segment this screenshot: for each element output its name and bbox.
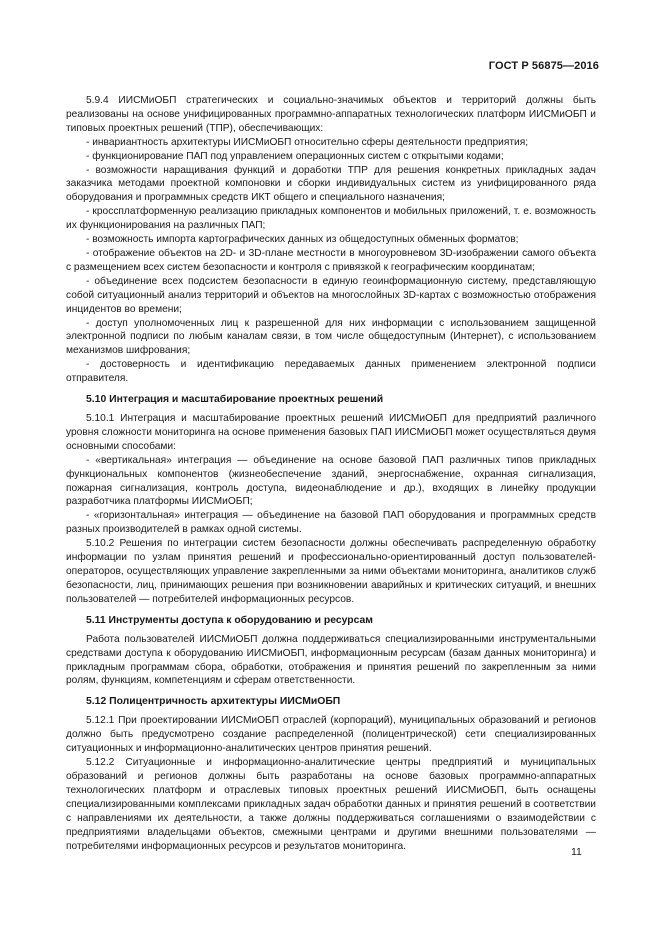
page-number: 11 xyxy=(571,846,582,858)
list-item: - отображение объектов на 2D- и 3D-плане местности в многоуровневом 3D-изображении самого объекта с размещением всех систем безопасности и контроля с привязкой к географическим координатам; xyxy=(66,247,596,273)
paragraph-5-9-4: 5.9.4 ИИСМиОБП стратегических и социально-значимых объектов и территорий должны быть реализованы на основе унифицированных программно-аппаратных технологических платформ ИИСМиОБП и типовых проектных решений (ТПР), обеспечивающих: xyxy=(66,95,596,134)
standard-number: ГОСТ Р 56875—2016 xyxy=(488,60,599,72)
section-heading-5-11: 5.11 Инструменты доступа к оборудованию и ресурсам xyxy=(86,614,373,626)
list-item: - функционирование ПАП под управлением операционных систем с открытыми кодами; xyxy=(86,150,504,162)
list-item: - возможность импорта картографических данных из общедоступных обменных форматов; xyxy=(86,234,519,246)
paragraph-5-11: Работа пользователей ИИСМиОБП должна поддерживаться специализированными инструментальными средствами доступа к оборудованию ИИСМиОБП, информационным ресурсам (базам данных мониторинга) и прикладным программам сбора, обработки, отображения и принятия решений по закрепленным за ними ролям, функциям, компетенциям и сферам ответственности. xyxy=(66,633,596,687)
paragraph-5-12-1: 5.12.1 При проектировании ИИСМиОБП отраслей (корпораций), муниципальных образований и регионов должно быть предусмотрено создание распределенной (полицентрической) сети специализированных ситуационных и информационно-аналитических центров принятия решений. xyxy=(66,715,596,755)
paragraph-5-10-1: 5.10.1 Интеграция и масштабирование проектных решений ИИСМиОБП для предприятий различного уровня сложности мониторинга на основе применения базовых ПАП ИИСМиОБП может осуществляться двумя основными способами: xyxy=(66,413,596,452)
section-heading-5-12: 5.12 Полицентричность архитектуры ИИСМиОБП xyxy=(86,696,341,708)
list-item: - «вертикальная» интеграция — объединение на основе базовой ПАП различных типов прикладных функциональных компонентов (жизнеобеспечение зданий, энергоснабжение, охранная сигнализация, пожарная сигнализация, контроль доступа, видеонаблюдение и др.), входящих в линейку продукции разработчика платформы ИИСМиОБП; xyxy=(66,454,596,508)
page-body xyxy=(66,94,596,853)
list-item: - доступ уполномоченных лиц к разрешенной для них информации с использованием защищенной электронной подписи по любым каналам связи, в том числе общедоступным (Интернет), с использованием механизмов шифрования; xyxy=(66,317,596,357)
list-item: - возможности наращивания функций и доработки ТПР для решения конкретных прикладных задач заказчика методами проектной компоновки и сборки индивидуальных систем из унифицированного ряда оборудования и программных средств ИКТ общего и специального назначения; xyxy=(66,164,596,204)
list-item: - «горизонтальная» интеграция — объединение на базовой ПАП оборудования и программных средств разных производителей в рамках одной системы. xyxy=(66,510,596,536)
list-item: - инвариантность архитектуры ИИСМиОБП относительно сферы деятельности предприятия; xyxy=(86,136,529,148)
section-heading-5-10: 5.10 Интеграция и масштабирование проектных решений xyxy=(86,394,384,406)
list-item: - достоверность и идентификацию передаваемых данных применением электронной подписи отправителя. xyxy=(66,359,596,385)
paragraph-5-10-2: 5.10.2 Решения по интеграции систем безопасности должны обеспечивать распределенную обработку информации по узлам принятия решений и профессионально-ориентированный доступ пользователей-операторов, осуществляющих управление закрепленными за ними объектами мониторинга, аналитиков служб безопасности, лиц, принимающих решения при возникновении аварийных и критических ситуаций, и внешних пользователей — потребителей информационных ресурсов. xyxy=(66,538,596,605)
list-item: - кроссплатформенную реализацию прикладных компонентов и мобильных приложений, т. е. возможность их функционирования на различных ПАП; xyxy=(66,206,596,232)
paragraph-5-12-2: 5.12.2 Ситуационные и информационно-аналитические центры предприятий и муниципальных образований и регионов должны быть разработаны на основе базовых программно-аппаратных технологических платформ и отраслевых типовых проектных решений ИИСМиОБП, быть оснащены специализированными комплексами прикладных задач обработки данных и принятия решений в соответствии с направлениями их деятельности, а также должны поддерживаться соглашениями о взаимодействии с предприятиями владельцами объектов, смежными центрами и другими внешними пользователями — потребителями информационных ресурсов и результатов мониторинга. xyxy=(66,757,596,852)
list-item: - объединение всех подсистем безопасности в единую геоинформационную систему, представляющую собой ситуационный анализ территорий и объектов на многослойных 3D-картах с возможностью отображения инцидентов во времени; xyxy=(66,275,596,315)
